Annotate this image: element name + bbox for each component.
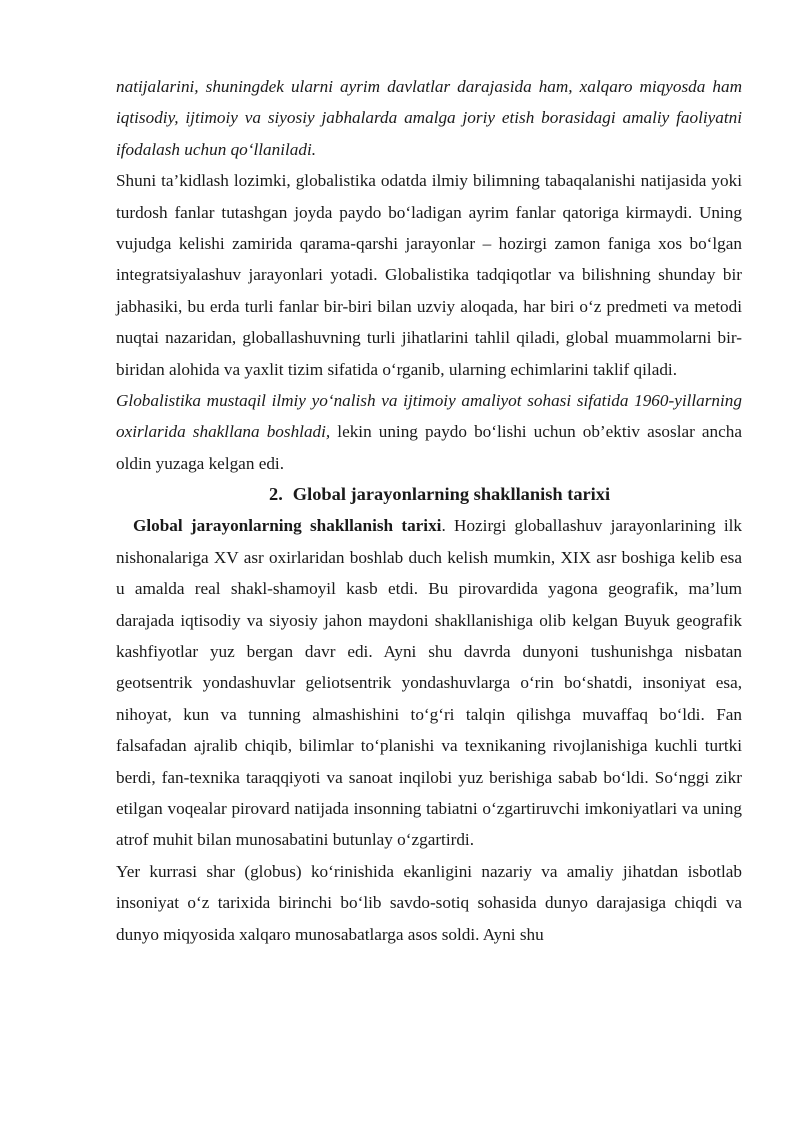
section-heading xyxy=(116,479,742,510)
document-page xyxy=(116,71,742,950)
paragraph-text: Yer kurrasi shar (globus) ko‘rinishida ekanligini nazariy va amaliy jihatdan isbotlab insoniyat o‘z tarixida birinchi bo‘lib savdo-sotiq sohasida dunyo darajasiga chiqdi va dunyo miqyosida xalqaro munosabatlarga asos soldi. Ayni shu xyxy=(116,861,742,944)
paragraph-text: . Hozirgi globallashuv jarayonlarining ilk nishonalariga XV asr oxirlaridan boshlab duch kelish mumkin, XIX asr boshiga kelib esa u amalda real shakl-shamoyil kasb etdi. Bu pirovardida yagona geografik, ma’lum darajada iqtisodiy va siyosiy jahon maydoni shakllanishiga olib kelgan Buyuk geografik kashfiyotlar yuz bergan davr edi. Ayni shu davrda dunyoni tushunishga nisbatan geotsentrik yondashuvlar geliotsentrik yondashuvlarga o‘rin bo‘shatdi, insoniyat esa, nihoyat, kun va tunning almashishini to‘g‘ri talqin qilishga muvaffaq bo‘ldi. Fan falsafadan ajralib chiqib, bilimlar to‘planishi va texnikaning rivojlanishiga kuchli turtki berdi, fan-texnika taraqqiyoti va sanoat inqilobi yuz berishiga sabab bo‘ldi. So‘nggi zikr etilgan voqealar pirovard natijada insonning tabiatni o‘zgartiruvchi imkoniyatlari va uning atrof muhit bilan munosabatini butunlay o‘zgartirdi. xyxy=(116,516,743,850)
paragraph-bold-lead: Global jarayonlarning shakllanish tarixi xyxy=(133,516,442,536)
paragraph-history xyxy=(116,510,742,855)
section-number: 2. xyxy=(269,484,283,505)
paragraph-italic-text: Globalistika mustaqil ilmiy yo‘nalish va ijtimoiy amaliyot sohasi sifatida 1960-yillarning oxirlarida shakllana boshladi, xyxy=(116,391,742,442)
paragraph-text: lekin uning paydo bo‘lishi uchun ob’ektiv asoslar ancha oldin yuzaga kelgan edi. xyxy=(116,422,742,473)
paragraph-globe xyxy=(116,856,742,950)
paragraph-text: natijalarini, shuningdek ularni ayrim davlatlar darajasida ham, xalqaro miqyosda ham iqtisodiy, ijtimoiy va siyosiy jabhalarda amalga joriy etish borasidagi amaliy faoliyatni ifodalash uchun qo‘llaniladi. xyxy=(116,77,742,159)
paragraph-globalistics-definition xyxy=(116,165,742,385)
paragraph-text: Shuni ta’kidlash lozimki, globalistika odatda ilmiy bilimning tabaqalanishi natijasida yoki turdosh fanlar tutashgan joyda paydo bo‘ladigan ayrim fanlar qatoriga kirmaydi. Uning vujudga kelishi zamirida qarama-qarshi jarayonlar – hozirgi zamon faniga xos bo‘lgan integratsiyalashuv jarayonlari yotadi. Globalistika tadqiqotlar va bilishning shunday bir jabhasiki, bu erda turli fanlar bir-biri bilan uzviy aloqada, har biri o‘z predmeti va metodi nuqtai nazaridan, globallashuvning turli jihatlarini tahlil qiladi, global muammolarni bir-biridan alohida va yaxlit tizim sifatida o‘rganib, ularning echimlarini taklif qiladi. xyxy=(116,171,742,379)
section-title: Global jarayonlarning shakllanish tarixi xyxy=(292,484,611,505)
paragraph-continuation xyxy=(116,71,742,165)
paragraph-globalistics-origin xyxy=(116,385,742,479)
